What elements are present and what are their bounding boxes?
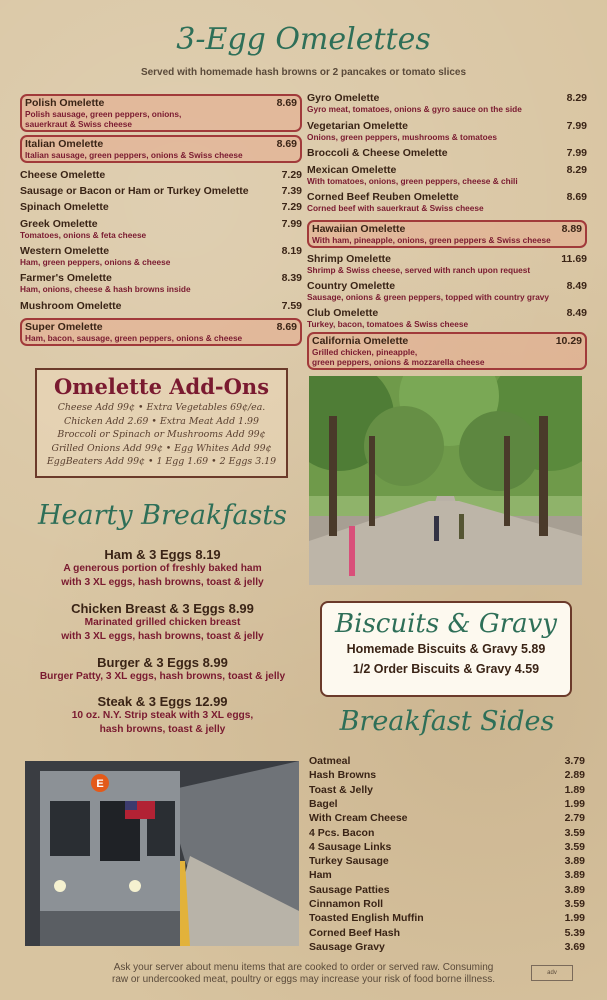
omelette-description: Tomatoes, onions & feta cheese [20, 230, 147, 240]
side-price: 3.59 [564, 898, 585, 910]
omelette-item [20, 245, 302, 267]
omelette-name: Farmer's Omelette [20, 272, 112, 284]
biscuits-gravy-box [320, 601, 572, 697]
side-name: With Cream Cheese [309, 812, 408, 825]
side-name: Toast & Jelly [309, 783, 373, 796]
omelette-name: Super Omelette [25, 321, 103, 333]
subway-line-badge: E [96, 778, 104, 790]
omelette-name: Italian Omelette [25, 138, 104, 150]
side-item [309, 768, 585, 782]
omelette-price: 7.29 [281, 201, 302, 213]
side-item [309, 926, 585, 940]
side-price: 3.89 [564, 855, 585, 868]
omelette-description: Shrimp & Swiss cheese, served with ranch upon request [307, 265, 531, 275]
side-name: Ham [309, 869, 332, 882]
subway-photo [25, 761, 299, 946]
omelette-price: 7.99 [281, 218, 302, 230]
hearty-item-desc: Burger Patty, 3 XL eggs, hash browns, toast & jelly [39, 671, 286, 682]
side-price: 3.59 [564, 840, 585, 853]
biscuits-line: Homemade Biscuits & Gravy 5.89 [346, 642, 546, 656]
side-name: 4 Pcs. Bacon [309, 826, 375, 839]
omelette-name: Sausage or Bacon or Ham or Turkey Omelette [20, 185, 249, 197]
omelette-item [307, 164, 587, 186]
omelette-description: With ham, pineapple, onions, green peppers & Swiss cheese [312, 235, 551, 245]
omelette-name: Shrimp Omelette [307, 253, 392, 265]
side-name: Corned Beef Hash [309, 926, 401, 939]
side-item [309, 754, 585, 768]
omelette-description: Corned beef with sauerkraut & Swiss cheese [307, 203, 484, 213]
side-name: Hash Browns [309, 769, 377, 782]
hearty-item-desc: 10 oz. N.Y. Strip steak with 3 XL eggs, [71, 710, 254, 721]
side-item [309, 897, 585, 911]
side-item [309, 854, 585, 868]
disclaimer [0, 962, 607, 986]
side-name: Toasted English Muffin [309, 912, 424, 925]
omelette-name: Western Omelette [20, 245, 110, 257]
omelette-name: Greek Omelette [20, 218, 98, 230]
omelette-price: 7.39 [281, 185, 302, 197]
omelette-description: Turkey, bacon, tomatoes & Swiss cheese [307, 319, 469, 329]
omelette-price: 8.49 [566, 280, 587, 292]
addons-line: Cheese Add 99¢ • Extra Vegetables 69¢/ea. [57, 402, 266, 413]
omelette-name: Mexican Omelette [307, 164, 397, 176]
omelettes-title: 3-Egg Omelettes [176, 22, 431, 57]
side-item [309, 797, 585, 811]
side-price: 3.69 [564, 940, 585, 953]
hearty-item-desc: Marinated grilled chicken breast [84, 617, 241, 628]
hearty-item-title: Chicken Breast & 3 Eggs 8.99 [71, 601, 254, 616]
omelette-item [20, 300, 302, 312]
side-price: 2.89 [564, 769, 585, 782]
omelette-price: 11.69 [561, 253, 587, 265]
side-price: 3.89 [564, 883, 585, 896]
side-item [309, 868, 585, 882]
hearty-item-desc: with 3 XL eggs, hash browns, toast & jelly [61, 631, 264, 642]
omelette-description: Polish sausage, green peppers, onions, [25, 109, 182, 119]
omelettes-subtitle: Served with homemade hash browns or 2 pancakes or tomato slices [140, 67, 467, 78]
omelette-description: Gyro meat, tomatoes, onions & gyro sauce on the side [307, 104, 522, 114]
omelette-description: Sausage, onions & green peppers, topped with country gravy [307, 292, 550, 302]
hearty-item-title: Steak & 3 Eggs 12.99 [97, 694, 228, 709]
side-price: 1.99 [564, 797, 585, 810]
biscuits-line: 1/2 Order Biscuits & Gravy 4.59 [352, 662, 540, 676]
omelette-description: Ham, onions, cheese & hash browns inside [20, 284, 191, 294]
omelette-item [20, 272, 302, 294]
omelette-price: 7.59 [281, 300, 302, 312]
biscuits-gravy-title: Biscuits & Gravy [335, 609, 557, 639]
hearty-item [30, 547, 295, 590]
omelette-item [307, 332, 587, 370]
side-name: Sausage Patties [309, 883, 390, 896]
omelette-price: 8.69 [276, 138, 297, 150]
omelette-item [20, 169, 302, 181]
omelette-item [307, 147, 587, 159]
omelette-name: Gyro Omelette [307, 92, 380, 104]
side-item [309, 911, 585, 925]
omelette-description: With tomatoes, onions, green peppers, cheese & chili [307, 176, 518, 186]
side-item [309, 811, 585, 825]
omelette-name: Hawaiian Omelette [312, 223, 406, 235]
side-name: Sausage Gravy [309, 940, 385, 953]
side-name: Bagel [309, 797, 338, 810]
omelette-item [20, 135, 302, 163]
disclaimer-line: Ask your server about menu items that are cooked to order or served raw. Consuming [113, 962, 494, 973]
omelette-name: Corned Beef Reuben Omelette [307, 191, 459, 203]
omelette-item [307, 307, 587, 329]
omelette-price: 8.69 [566, 191, 587, 203]
hearty-item-desc: A generous portion of freshly baked ham [63, 563, 262, 574]
omelette-item [307, 92, 587, 114]
omelette-price: 10.29 [555, 335, 582, 347]
omelette-name: Mushroom Omelette [20, 300, 122, 312]
omelette-description: Italian sausage, green peppers, onions & Swiss cheese [25, 150, 243, 160]
omelette-item [20, 201, 302, 213]
side-price: 1.99 [564, 912, 585, 925]
hearty-item-title: Burger & 3 Eggs 8.99 [97, 655, 228, 670]
omelette-name: Polish Omelette [25, 97, 105, 109]
side-item [309, 783, 585, 797]
omelette-name: Broccoli & Cheese Omelette [307, 147, 448, 159]
side-price: 5.39 [564, 926, 585, 939]
omelette-price: 8.69 [276, 97, 297, 109]
omelette-item [20, 185, 302, 197]
omelette-item [307, 220, 587, 248]
addons-line: Grilled Onions Add 99¢ • Egg Whites Add 99¢ [51, 442, 272, 454]
side-name: Turkey Sausage [309, 855, 389, 868]
addons-line: EggBeaters Add 99¢ • 1 Egg 1.69 • 2 Eggs 3.19 [46, 456, 277, 467]
omelette-price: 7.29 [281, 169, 302, 181]
hearty-item-desc: with 3 XL eggs, hash browns, toast & jelly [61, 577, 264, 588]
omelette-price: 7.99 [566, 120, 587, 132]
omelette-description: sauerkraut & Swiss cheese [25, 119, 132, 129]
disclaimer-line: raw or undercooked meat, poultry or eggs may increase your risk of food borne illness. [112, 974, 495, 985]
omelette-item [20, 218, 302, 240]
omelette-price: 8.29 [566, 164, 587, 176]
side-item [309, 883, 585, 897]
hearty-item-desc: hash browns, toast & jelly [99, 724, 226, 735]
omelette-name: Spinach Omelette [20, 201, 109, 213]
omelette-addons-box [35, 368, 288, 478]
hearty-item [30, 694, 295, 737]
hearty-item-title: Ham & 3 Eggs 8.19 [104, 547, 221, 562]
side-price: 2.79 [564, 812, 585, 825]
side-name: Oatmeal [309, 755, 351, 767]
omelette-name: Cheese Omelette [20, 169, 106, 181]
omelette-price: 8.39 [281, 272, 302, 284]
side-item [309, 940, 585, 954]
omelette-price: 8.89 [561, 223, 582, 235]
omelette-price: 8.29 [566, 92, 587, 104]
side-item [309, 826, 585, 840]
omelette-name: Vegetarian Omelette [307, 120, 408, 132]
omelette-description: green peppers, onions & mozzarella cheese [312, 357, 485, 367]
hearty-item [30, 655, 295, 684]
omelette-item [20, 94, 302, 132]
omelette-name: Club Omelette [307, 307, 379, 319]
park-photo [309, 376, 582, 585]
omelette-item [307, 280, 587, 302]
omelette-description: Onions, green peppers, mushrooms & tomatoes [307, 132, 497, 142]
breakfast-sides-title: Breakfast Sides [339, 706, 555, 737]
omelette-description: Grilled chicken, pineapple, [312, 347, 418, 357]
omelette-item [307, 120, 587, 142]
omelette-price: 8.19 [281, 245, 302, 257]
side-price: 3.59 [564, 826, 585, 839]
omelette-item [20, 318, 302, 346]
addons-line: Broccoli or Spinach or Mushrooms Add 99¢ [57, 429, 266, 440]
addons-title: Omelette Add-Ons [53, 374, 270, 399]
addons-line: Chicken Add 2.69 • Extra Meat Add 1.99 [64, 415, 259, 427]
omelette-price: 8.69 [276, 321, 297, 333]
side-item [309, 840, 585, 854]
omelette-description: Ham, green peppers, onions & cheese [20, 257, 171, 267]
omelette-item [307, 191, 587, 213]
omelette-price: 8.49 [566, 307, 587, 319]
side-name: Cinnamon Roll [309, 898, 384, 910]
omelette-name: Country Omelette [307, 280, 396, 292]
omelette-price: 7.99 [566, 147, 587, 159]
designer-credit: adv [531, 965, 573, 981]
side-price: 1.89 [564, 783, 585, 796]
omelette-description: Ham, bacon, sausage, green peppers, onions & cheese [25, 333, 243, 343]
hearty-item [30, 601, 295, 644]
omelette-item [307, 253, 587, 275]
omelette-name: California Omelette [312, 335, 409, 347]
side-name: 4 Sausage Links [309, 840, 392, 853]
side-price: 3.89 [564, 869, 585, 882]
side-price: 3.79 [564, 755, 585, 767]
hearty-breakfasts-title: Hearty Breakfasts [37, 500, 288, 531]
